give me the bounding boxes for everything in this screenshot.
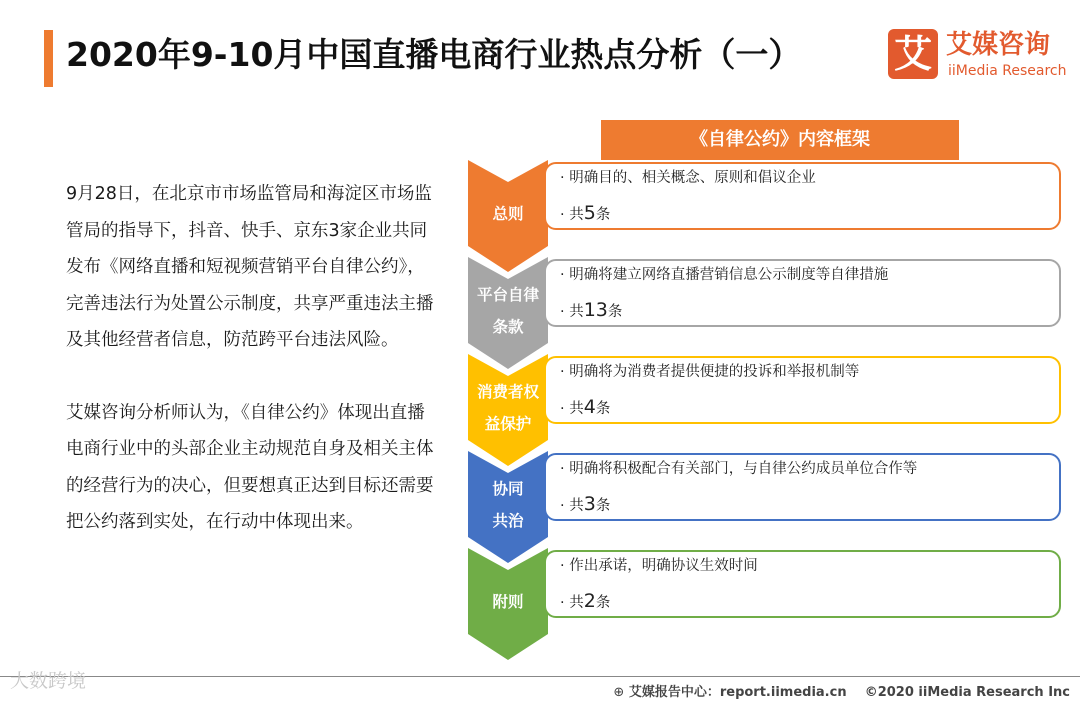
count-prefix: · 共: [560, 498, 584, 514]
logo-chinese-name: 艾媒咨询: [946, 30, 1051, 60]
footer-source: [613, 681, 1070, 700]
count-prefix: · 共: [560, 595, 584, 611]
count-number: 2: [583, 590, 596, 612]
framework-header: 《自律公约》内容框架: [601, 120, 959, 160]
watermark-text: 大数跨境: [10, 670, 87, 692]
row-description: · 明确目的、相关概念、原则和倡议企业: [560, 170, 816, 186]
row-description: · 明确将积极配合有关部门，与自律公约成员单位合作等: [560, 461, 918, 477]
row-content-box: [544, 453, 1061, 521]
row-label: 共治: [492, 512, 524, 530]
count-number: 4: [583, 396, 596, 418]
globe-icon: ⊕: [613, 685, 625, 700]
row-label: 协同: [492, 480, 524, 498]
row-label: 平台自律: [476, 286, 539, 304]
news-paragraph: 9月28日，在北京市市场监管局和海淀区市场监管局的指导下，抖音、快手、京东3家企业共同发布《网络直播和短视频营销平台自律公约》，完善违法行为处置公示制度，共享严重违法主播及其他经营者信息，防范跨平台违法风险。: [66, 184, 434, 350]
logo-english-name: iiMedia Research: [948, 63, 1067, 79]
footer-divider: [0, 676, 1080, 677]
row-article-count: [560, 396, 610, 420]
footer-source-link[interactable]: report.iimedia.cn: [719, 685, 847, 700]
row-article-count: [560, 202, 610, 226]
row-description: · 作出承诺，明确协议生效时间: [560, 558, 758, 574]
iimedia-logo[interactable]: [888, 29, 1068, 83]
row-content-box: [544, 356, 1061, 424]
count-suffix: 条: [607, 304, 623, 320]
row-label: 总则: [492, 205, 524, 223]
row-article-count: [560, 299, 622, 323]
count-number: 3: [583, 493, 596, 515]
row-content-box: [544, 550, 1061, 618]
title-accent-bar: [44, 30, 53, 87]
row-description: · 明确将为消费者提供便捷的投诉和举报机制等: [560, 364, 860, 380]
row-label: 消费者权: [476, 383, 539, 401]
footer-copyright: ©2020 iiMedia Research Inc: [864, 685, 1070, 700]
page-title: 2020年9-10月中国直播电商行业热点分析（一）: [66, 35, 802, 74]
count-suffix: 条: [595, 498, 611, 514]
row-article-count: [560, 590, 610, 614]
row-label: 附则: [492, 593, 524, 611]
row-description: · 明确将建立网络直播营销信息公示制度等自律措施: [560, 267, 889, 283]
row-content-box: [544, 259, 1061, 327]
count-suffix: 条: [595, 401, 611, 417]
row-label: 条款: [492, 318, 524, 336]
count-number: 13: [583, 299, 608, 321]
count-prefix: · 共: [560, 207, 584, 223]
logo-mark-icon: 艾: [888, 29, 938, 79]
count-suffix: 条: [595, 595, 611, 611]
count-prefix: · 共: [560, 401, 584, 417]
row-article-count: [560, 493, 610, 517]
framework-row: [468, 548, 1068, 668]
footer-source-label: 艾媒报告中心：: [628, 685, 720, 700]
count-prefix: · 共: [560, 304, 584, 320]
count-number: 5: [583, 202, 596, 224]
count-suffix: 条: [595, 207, 611, 223]
analysis-text: [66, 176, 436, 541]
analyst-paragraph: 艾媒咨询分析师认为，《自律公约》体现出直播电商行业中的头部企业主动规范自身及相关主体的经营行为的决心，但要想真正达到目标还需要把公约落到实处，在行动中体现出来。: [66, 402, 434, 532]
row-content-box: [544, 162, 1061, 230]
row-label: 益保护: [484, 415, 532, 433]
